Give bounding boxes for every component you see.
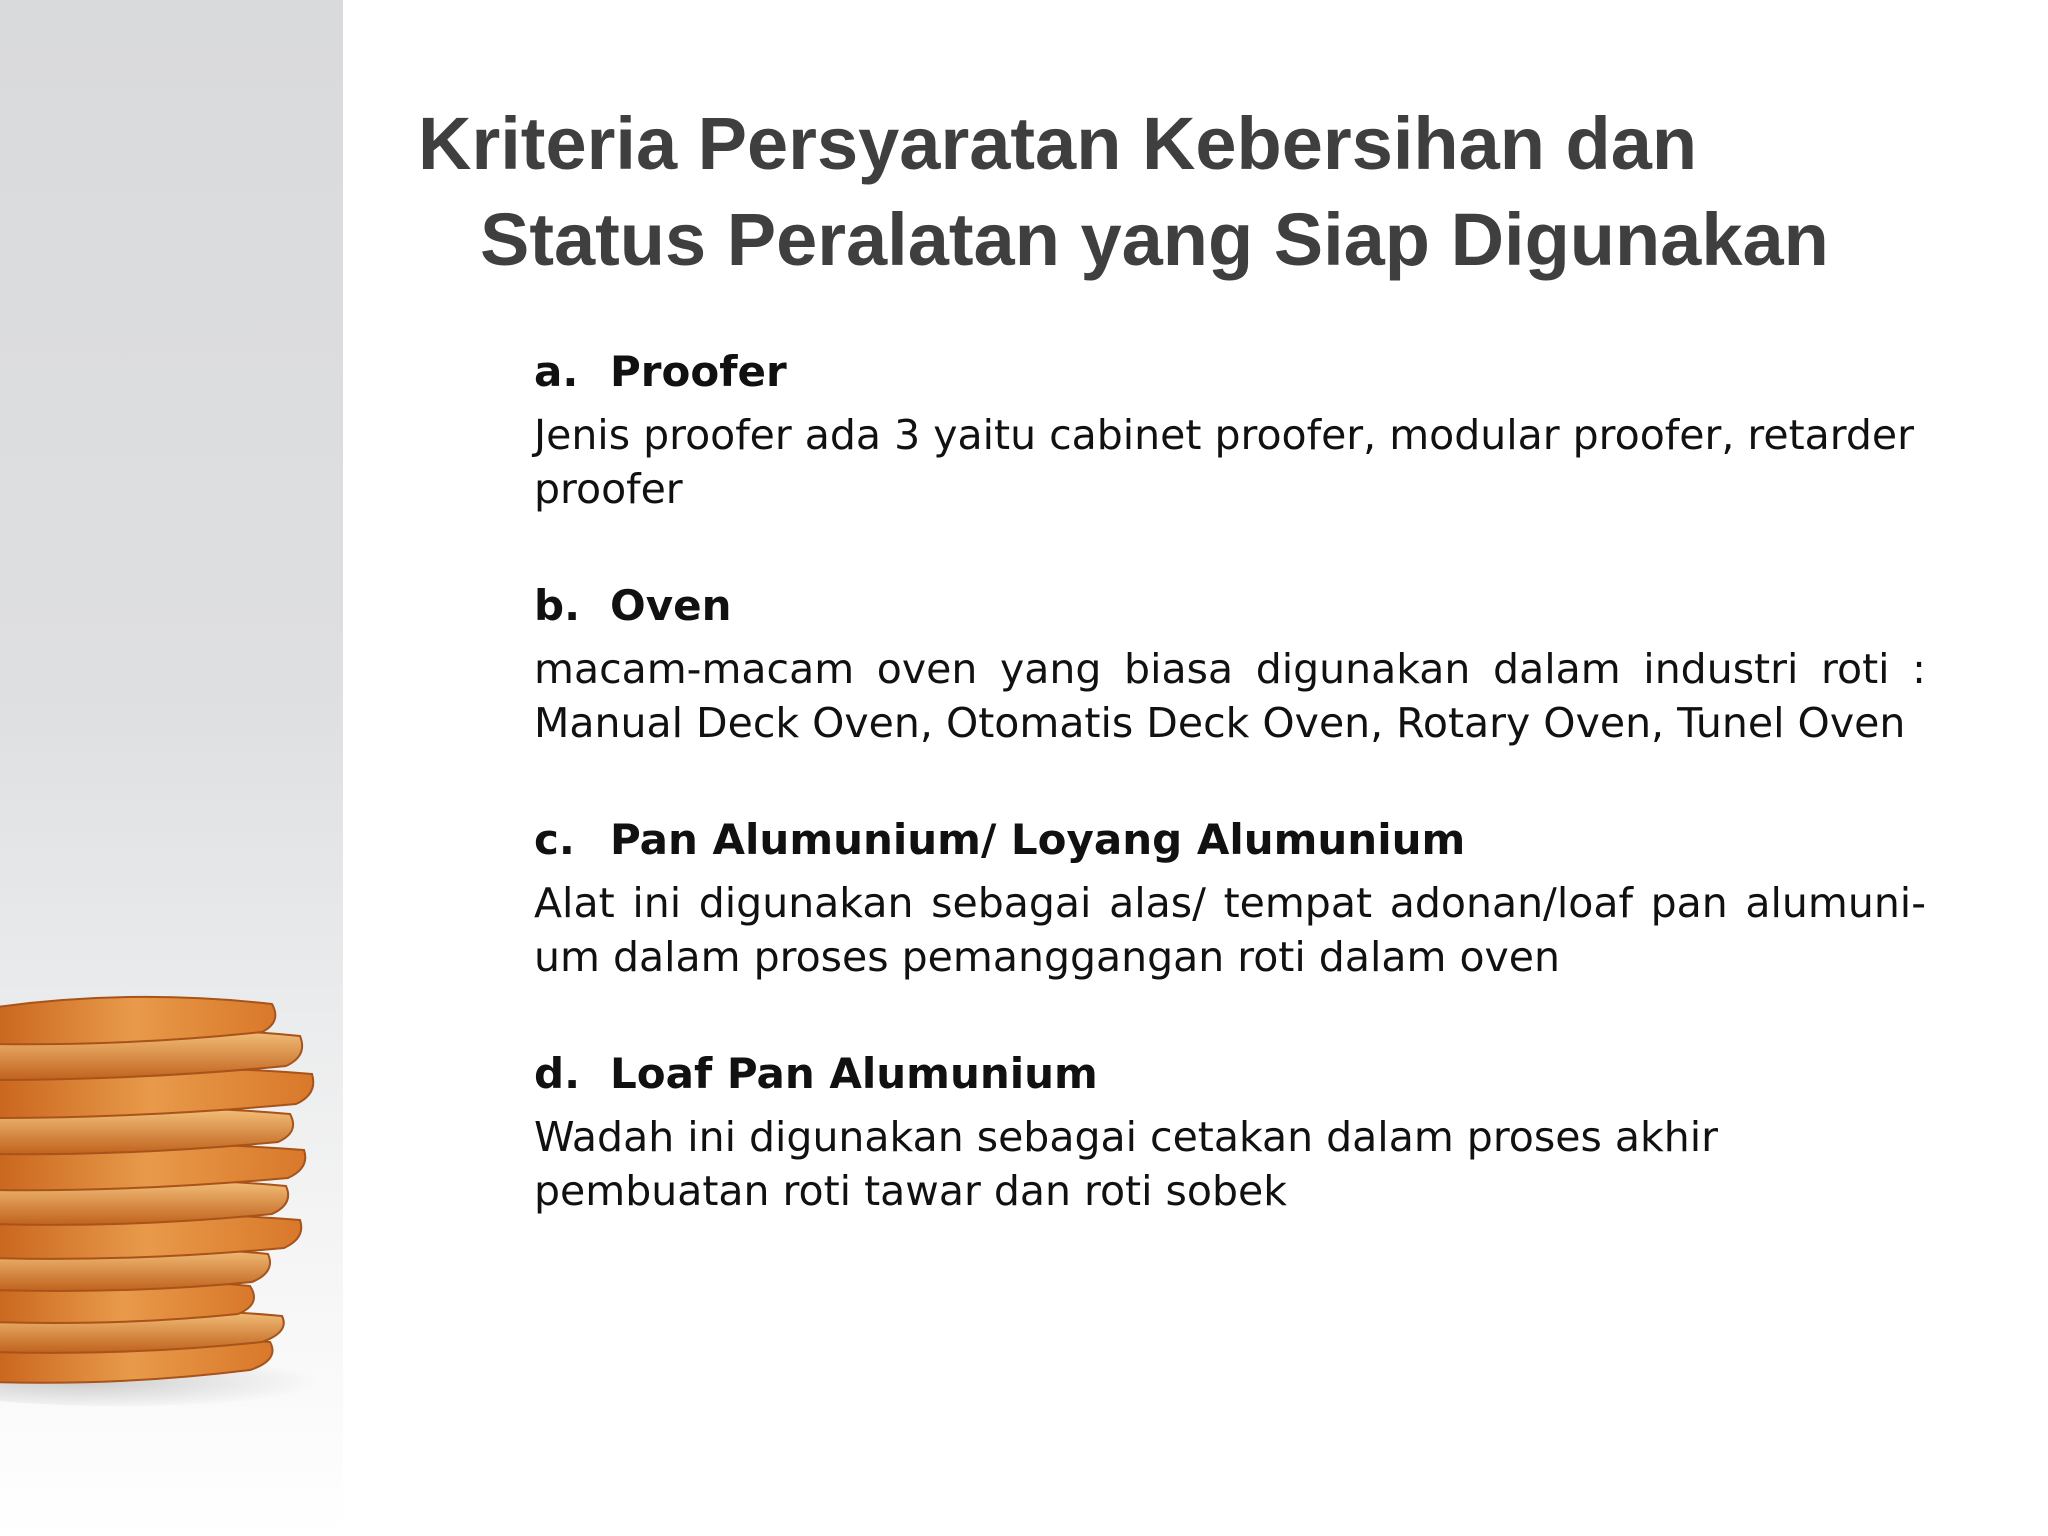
list-item-pan-alumunium — [534, 808, 1926, 984]
slide-title-line-2: Status Peralatan yang Siap Digunakan — [480, 198, 1829, 281]
list-item-description: macam-macam oven yang biasa digunakan dalam industri roti : Manual Deck Oven, Otomatis Deck Oven, Rotary Oven, Tunel Oven — [534, 645, 1926, 747]
list-item-heading — [534, 1042, 1926, 1106]
list-item-letter: b. — [534, 581, 581, 630]
list-item-heading — [534, 808, 1926, 872]
list-item-proofer — [534, 340, 1926, 516]
list-item-title: Proofer — [610, 347, 787, 396]
equipment-list — [534, 340, 1926, 1276]
list-item-description: Wadah ini digunakan sebagai cetakan dalam proses akhir pembuatan roti tawar dan roti sobek — [534, 1113, 1718, 1215]
list-item-letter: a. — [534, 347, 579, 396]
slide-title — [418, 96, 1978, 288]
list-item-title: Pan Alumunium/ Loyang Alumunium — [610, 815, 1466, 864]
list-item-description: Jenis proofer ada 3 yaitu cabinet proofer, modular proofer, retarder proofer — [534, 411, 1915, 513]
sliced-bread-stack-image — [0, 990, 343, 1410]
list-item-title: Loaf Pan Alumunium — [610, 1049, 1098, 1098]
list-item-heading — [534, 574, 1926, 638]
list-item-title: Oven — [610, 581, 732, 630]
list-item-letter: d. — [534, 1049, 581, 1098]
list-item-description: Alat ini digunakan sebagai alas/ tempat adonan/loaf pan alumuni-um dalam proses pemanggangan roti dalam oven — [534, 879, 1926, 981]
slide-title-line-1: Kriteria Persyaratan Kebersihan dan — [418, 102, 1698, 185]
list-item-loaf-pan — [534, 1042, 1926, 1218]
side-panel — [0, 0, 343, 1536]
bread-slices — [0, 997, 313, 1383]
list-item-heading — [534, 340, 1926, 404]
list-item-oven — [534, 574, 1926, 750]
list-item-letter: c. — [534, 815, 575, 864]
